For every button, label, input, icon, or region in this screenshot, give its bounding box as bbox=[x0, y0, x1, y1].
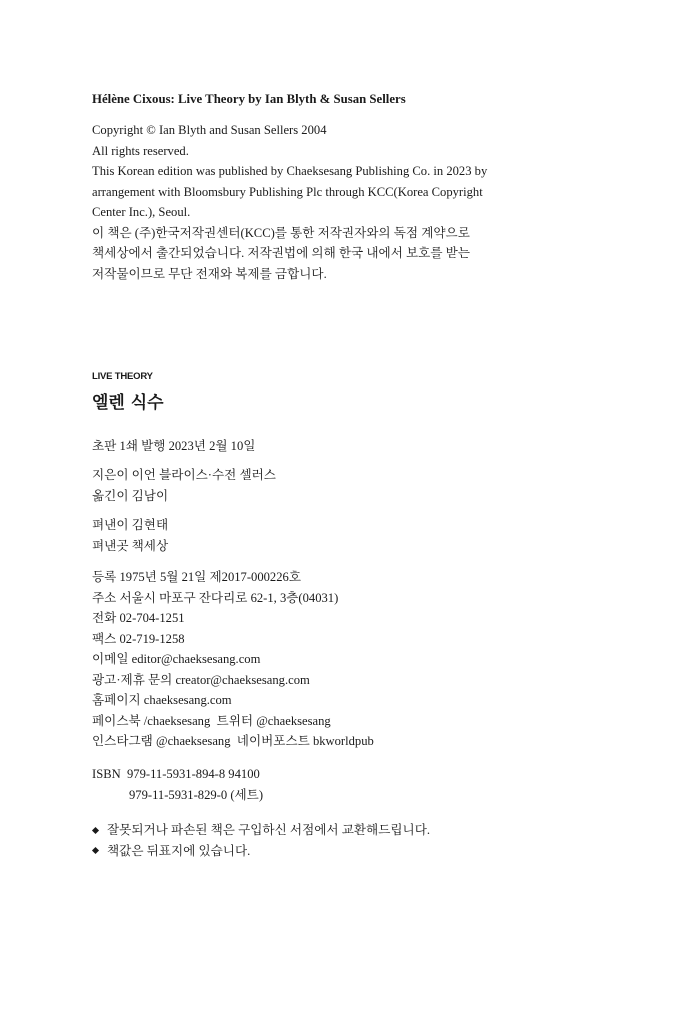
publisher-house-line: 펴낸곳 책세상 bbox=[92, 538, 169, 553]
copyright-line: All rights reserved. bbox=[92, 143, 189, 158]
book-title: 엘렌 식수 bbox=[92, 393, 164, 413]
copyright-line: arrangement with Bloomsbury Publishing Plc through KCC(Korea Copyright bbox=[92, 184, 483, 199]
copyright-line: This Korean edition was published by Chaeksesang Publishing Co. in 2023 by bbox=[92, 164, 488, 178]
homepage-line: 홈페이지 chaeksesang.com bbox=[92, 693, 232, 707]
authors-info bbox=[92, 465, 276, 506]
registration-line: 등록 1975년 5월 21일 제2017-000226호 bbox=[92, 570, 301, 584]
series-label: LIVE THEORY bbox=[92, 371, 153, 382]
note-text: 책값은 뒤표지에 있습니다. bbox=[107, 843, 251, 858]
copyright-line: 책세상에서 출간되었습니다. 저작권법에 의해 한국 내에서 보호를 받는 bbox=[92, 246, 470, 260]
publisher-name-line: 펴낸이 김현태 bbox=[92, 518, 169, 532]
publisher-info bbox=[92, 515, 168, 556]
notes bbox=[92, 820, 430, 861]
copyright-line: Center Inc.), Seoul. bbox=[92, 205, 191, 219]
isbn-line: ISBN 979-11-5931-894-8 94100 bbox=[92, 767, 260, 781]
phone-line: 전화 02-704-1251 bbox=[92, 611, 185, 625]
note-text: 잘못되거나 파손된 책은 구입하신 서점에서 교환해드립니다. bbox=[107, 823, 431, 837]
original-title: Hélène Cixous: Live Theory by Ian Blyth & Susan Sellers bbox=[92, 92, 406, 106]
contact-info bbox=[92, 567, 374, 752]
isbn-set-line: 979-11-5931-829-0 (세트) bbox=[129, 787, 264, 802]
address-line: 주소 서울시 마포구 잔다리로 62-1, 3층(04031) bbox=[92, 590, 339, 605]
translator-line: 옮긴이 김남이 bbox=[92, 488, 169, 503]
email-line: 이메일 editor@chaeksesang.com bbox=[92, 652, 261, 666]
copyright-notice bbox=[92, 120, 487, 284]
social-line: 인스타그램 @chaeksesang 네이버포스트 bkworldpub bbox=[92, 734, 374, 748]
fax-line: 팩스 02-719-1258 bbox=[92, 631, 185, 646]
edition-info bbox=[92, 436, 255, 457]
social-line: 페이스북 /chaeksesang 트위터 @chaeksesang bbox=[92, 713, 331, 728]
bullet-icon bbox=[92, 847, 99, 854]
copyright-line: 저작물이므로 무단 전재와 복제를 금합니다. bbox=[92, 266, 327, 281]
note-item bbox=[92, 841, 430, 862]
ad-inquiry-line: 광고·제휴 문의 creator@chaeksesang.com bbox=[92, 672, 310, 687]
copyright-line: Copyright © Ian Blyth and Susan Sellers 2004 bbox=[92, 123, 327, 137]
isbn-info bbox=[92, 764, 263, 805]
copyright-line: 이 책은 (주)한국저작권센터(KCC)를 통한 저작권자와의 독점 계약으로 bbox=[92, 225, 470, 240]
note-item bbox=[92, 820, 430, 841]
author-line: 지은이 이언 블라이스·수전 셀러스 bbox=[92, 468, 276, 482]
bullet-icon bbox=[92, 827, 99, 834]
edition-line: 초판 1쇄 발행 2023년 2월 10일 bbox=[92, 439, 256, 453]
